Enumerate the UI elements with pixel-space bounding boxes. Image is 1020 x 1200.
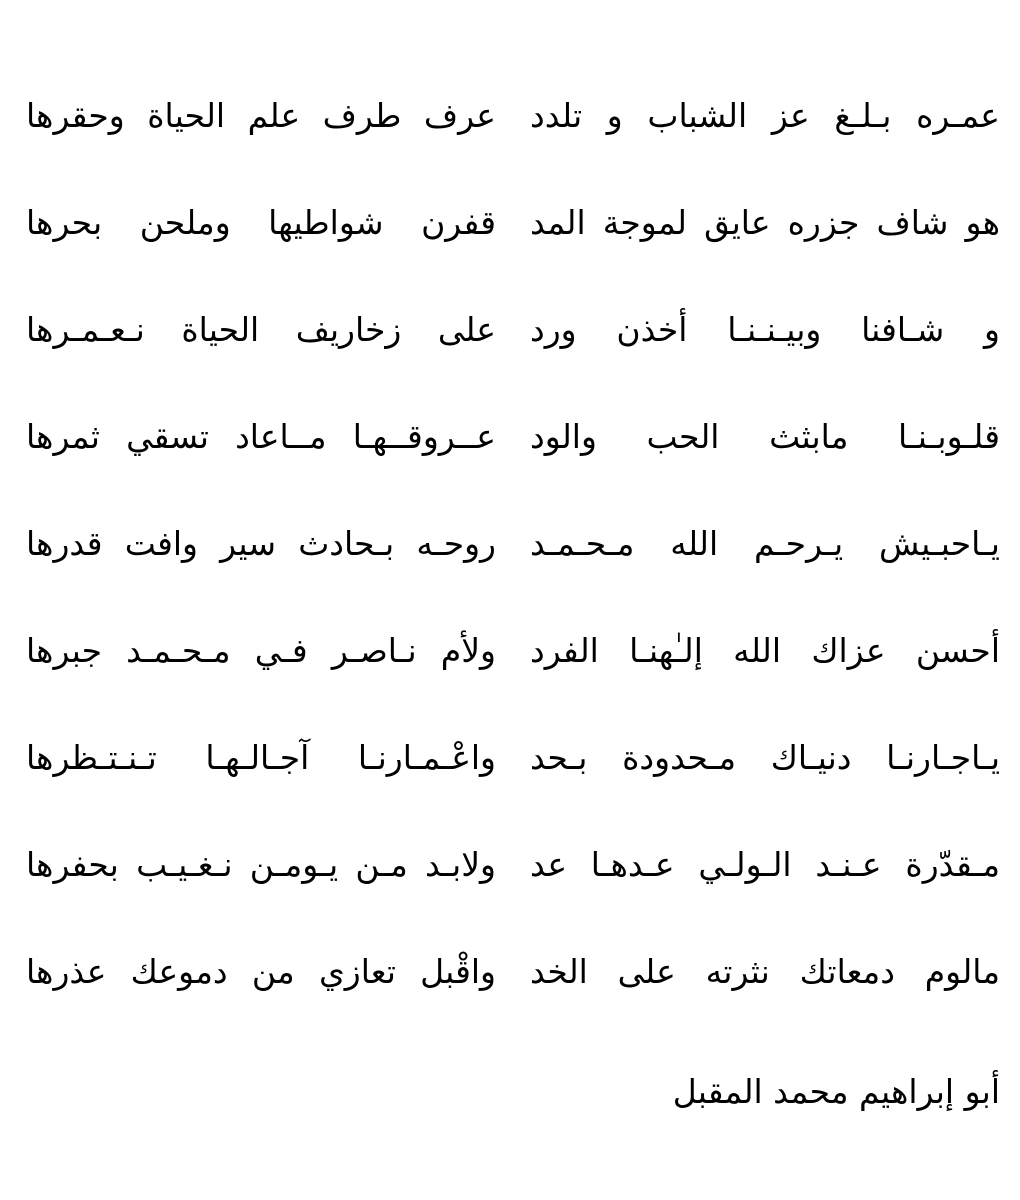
verse-6-second-hemistich: ولأم نـاصـر فـي مـحـمـد جبرها [26, 631, 496, 670]
verse-4-first-hemistich: قلـوبـنـا مابثث الحب والود [530, 417, 1000, 456]
verse-9-second-hemistich: واقْبل تعازي من دموعك عذرها [26, 952, 496, 991]
poem-verse-9 [26, 944, 1000, 1051]
verse-6-first-hemistich: أحسن عزاك الله إلـٰهنـا الفرد [530, 631, 1000, 670]
verse-3-first-hemistich: و شـافنا وبيـنـنـا أخذن ورد [530, 310, 1000, 349]
poem-verse-3 [26, 302, 1000, 409]
verse-1-second-hemistich: عرف طرف علم الحياة وحقرها [26, 96, 496, 135]
poem-verse-4 [26, 409, 1000, 516]
verse-8-second-hemistich: ولابـد مـن يـومـن نـغـيـب بحفرها [26, 845, 496, 884]
poet-signature: أبو إبراهيم محمد المقبل [672, 1072, 1000, 1111]
verse-2-second-hemistich: قفرن شواطيها وملحن بحرها [26, 203, 496, 242]
verse-9-first-hemistich: مالوم دمعاتك نثرته على الخد [530, 952, 1000, 991]
poem-verse-2 [26, 195, 1000, 302]
verse-7-second-hemistich: واعْـمـارنـا آجـالـهـا تـنـتـظرها [26, 738, 496, 777]
verse-5-first-hemistich: يـاحبـيش يـرحـم الله مـحـمـد [530, 524, 1000, 563]
verse-1-first-hemistich: عمـره بـلـغ عز الشباب و تلدد [530, 96, 1000, 135]
poem-body [26, 88, 1000, 1051]
poem-verse-7 [26, 730, 1000, 837]
verse-8-first-hemistich: مـقدّرة عـنـد الـولـي عـدهـا عد [530, 845, 1000, 884]
verse-3-second-hemistich: على زخاريف الحياة نـعـمـرها [26, 310, 496, 349]
poem-verse-5 [26, 516, 1000, 623]
verse-2-first-hemistich: هو شاف جزره عايق لموجة المد [530, 203, 1000, 242]
verse-4-second-hemistich: عــروقــهـا مــاعاد تسقي ثمرها [26, 417, 496, 456]
verse-7-first-hemistich: يـاجـارنـا دنيـاك مـحدودة بـحد [530, 738, 1000, 777]
poem-verse-1 [26, 88, 1000, 195]
poem-verse-6 [26, 623, 1000, 730]
verse-5-second-hemistich: روحـه بـحادث سير وافت قدرها [26, 524, 496, 563]
poem-verse-8 [26, 837, 1000, 944]
